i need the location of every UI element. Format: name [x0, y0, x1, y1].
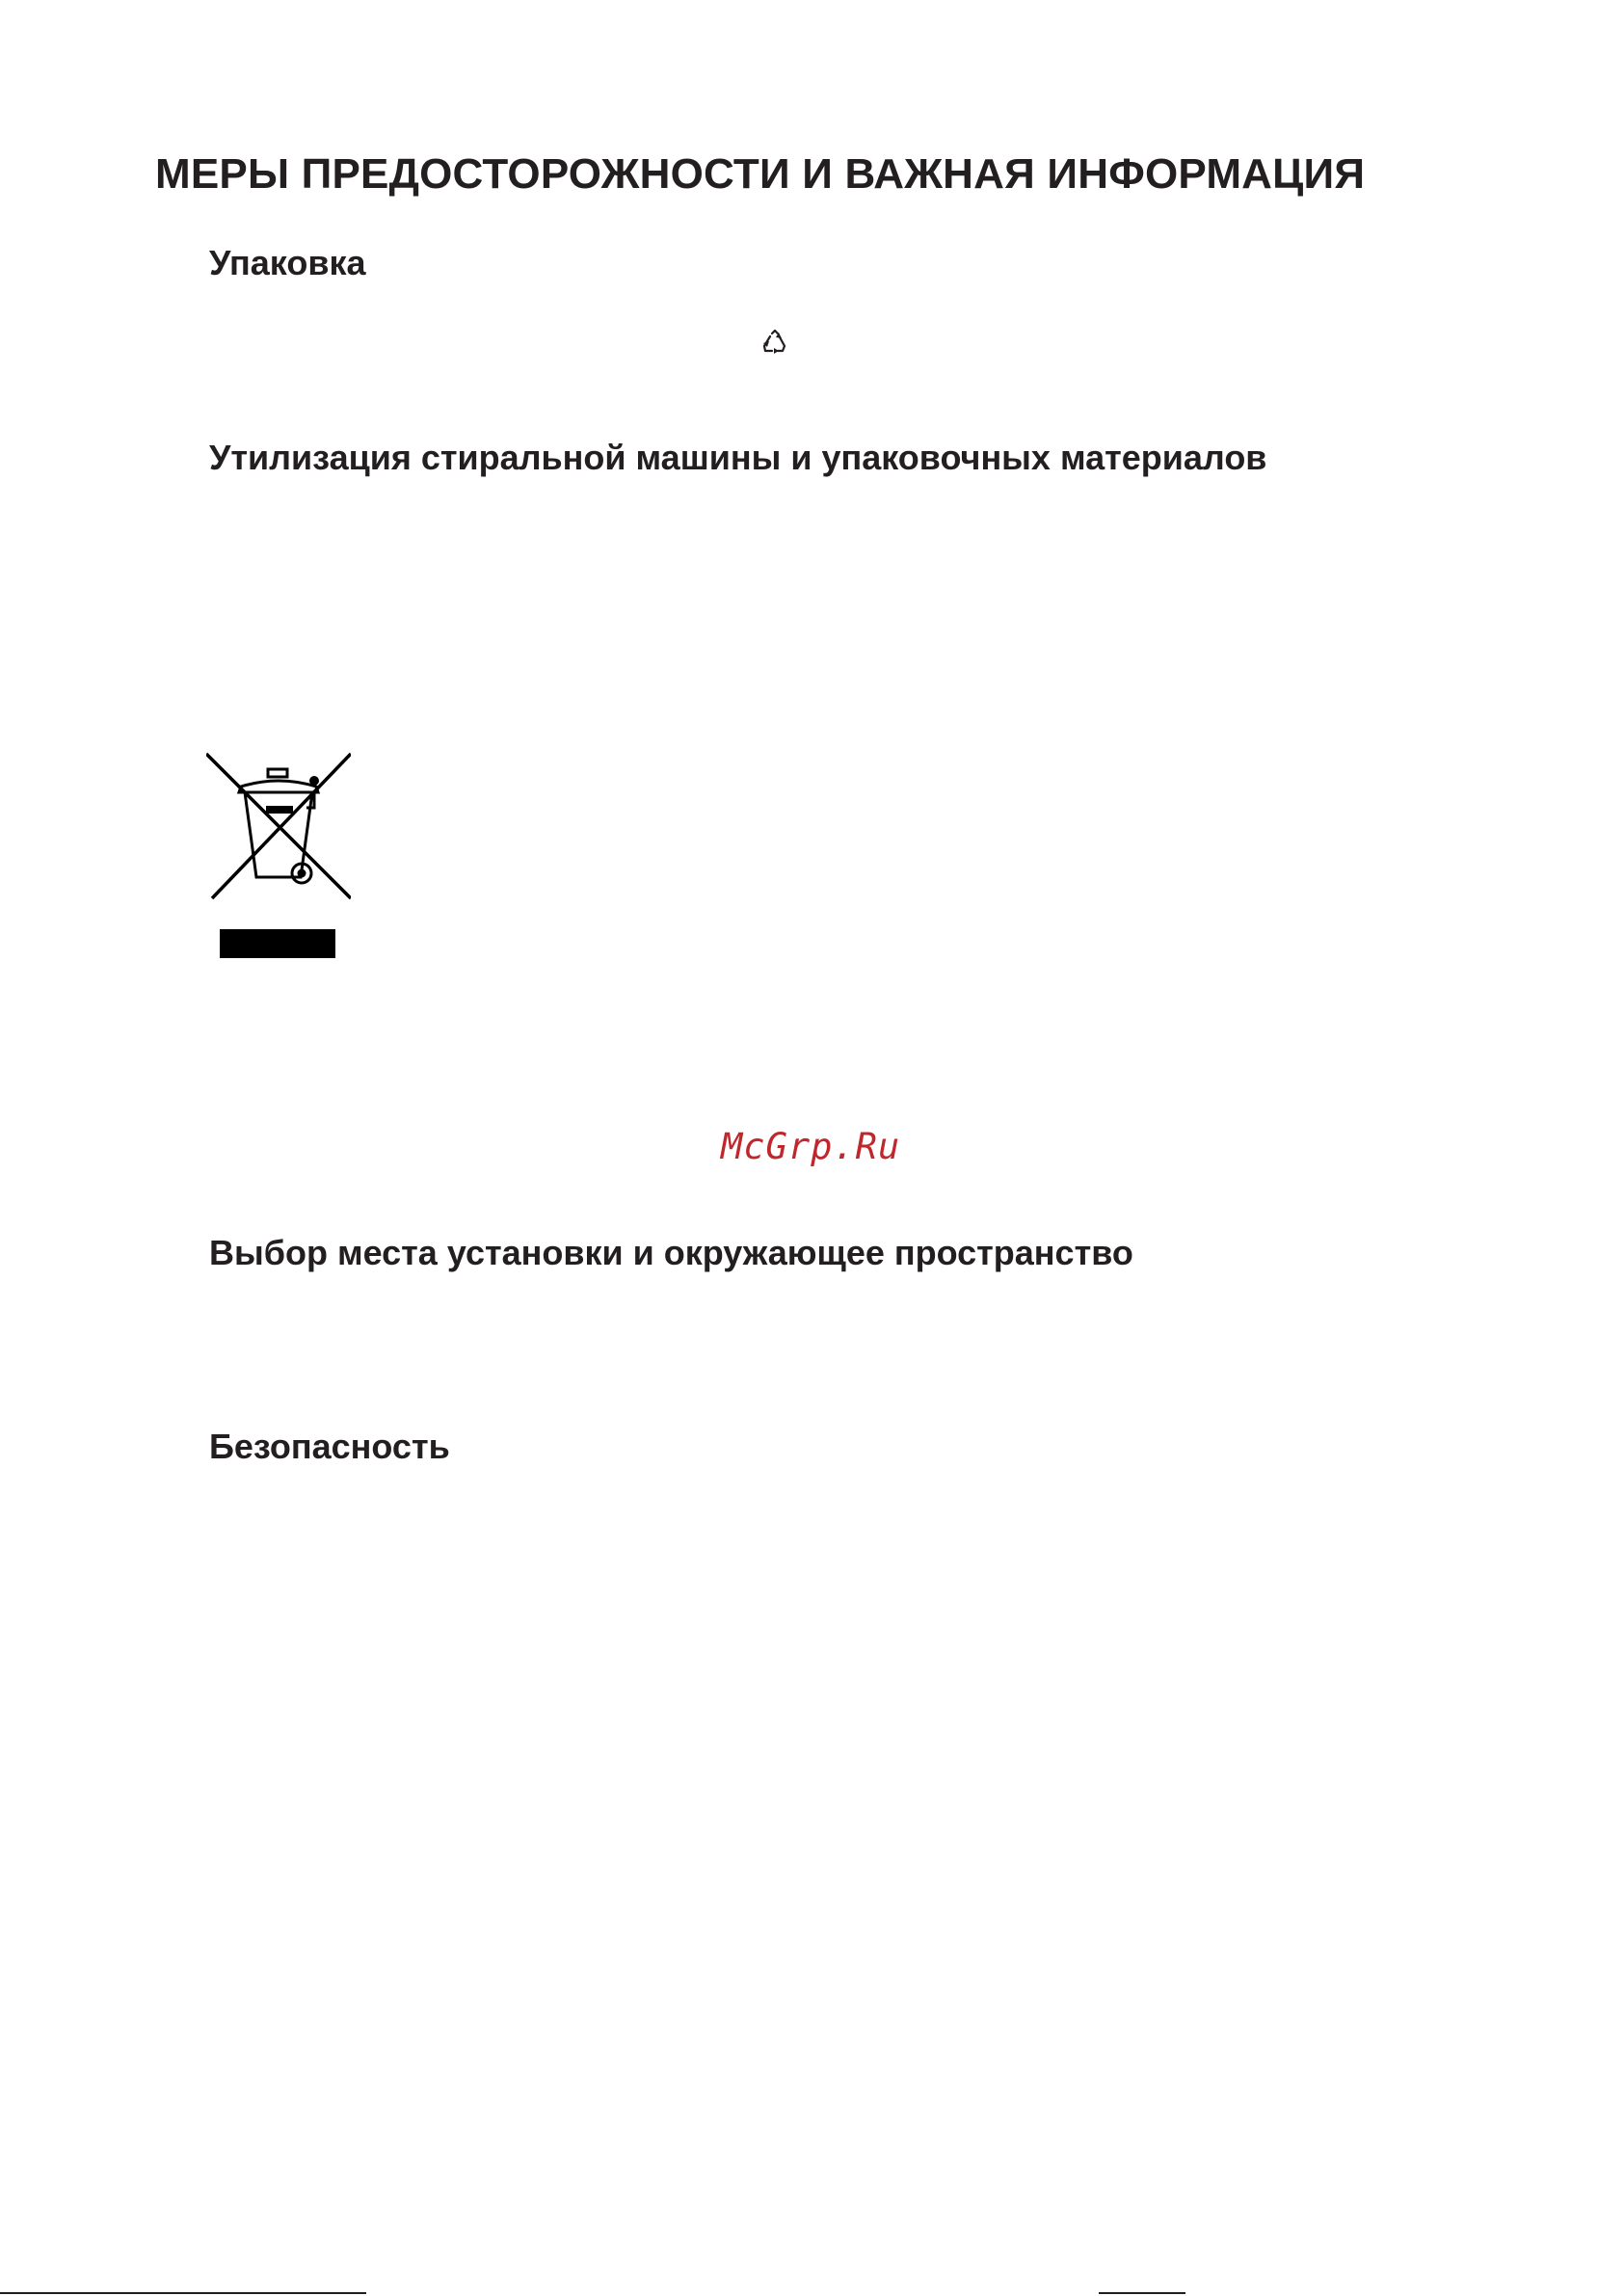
section-heading-location: Выбор места установки и окружающее пространство	[209, 1233, 1133, 1272]
watermark: McGrp.Ru	[721, 1126, 901, 1167]
section-heading-safety: Безопасность	[209, 1427, 450, 1466]
crossed-out-wheelie-bin-icon	[206, 752, 351, 958]
page-title: МЕРЫ ПРЕДОСТОРОЖНОСТИ И ВАЖНАЯ ИНФОРМАЦИЯ	[155, 150, 1366, 198]
section-heading-disposal: Утилизация стиральной машины и упаковочных материалов	[209, 438, 1267, 477]
bottom-divider	[0, 2292, 366, 2294]
recycle-icon	[761, 328, 788, 355]
bottom-divider-right	[1099, 2292, 1185, 2294]
section-heading-packaging: Упаковка	[209, 243, 366, 282]
